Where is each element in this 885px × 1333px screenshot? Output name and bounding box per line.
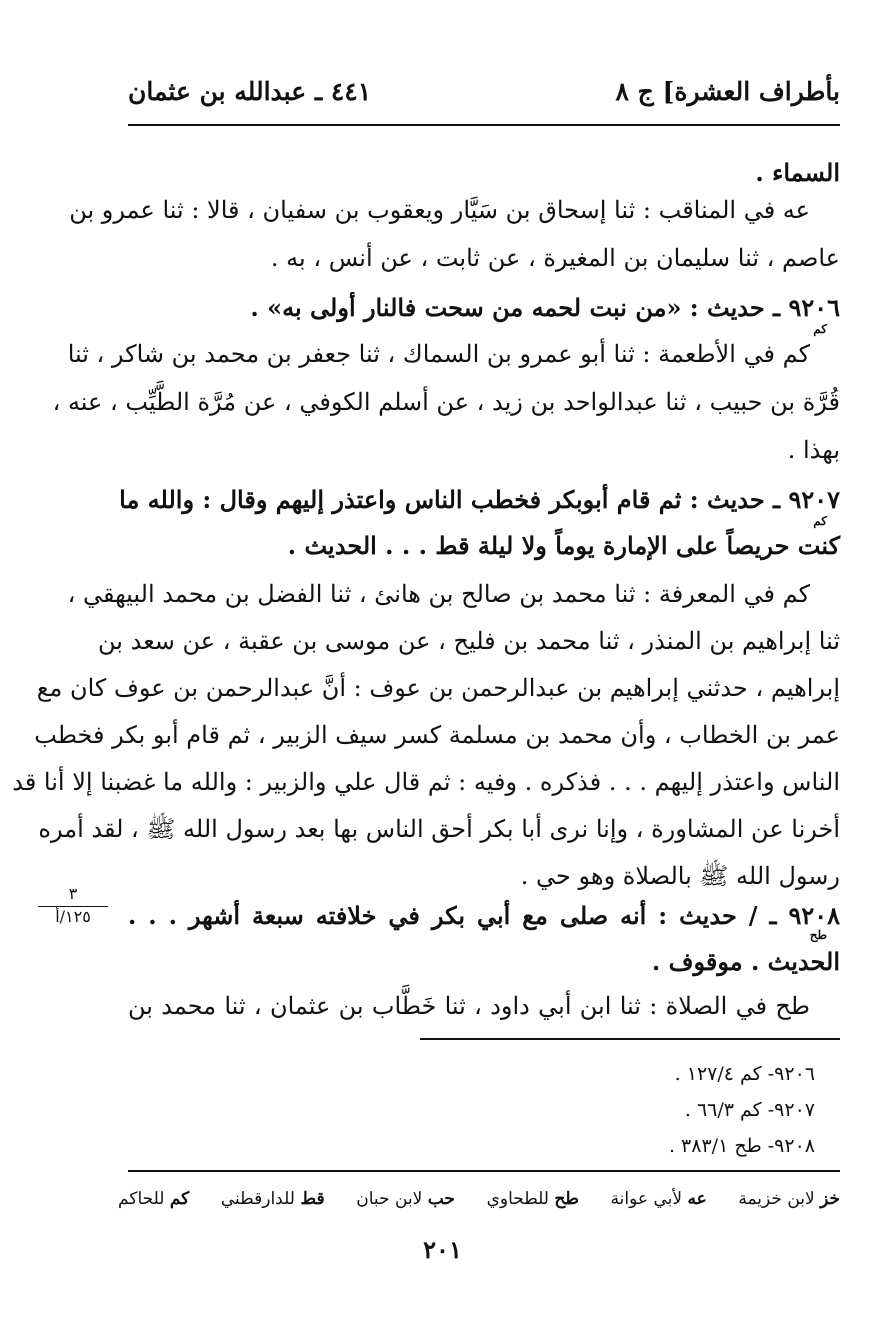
siglum-label: كم [813,322,827,336]
footnote: ٩٢٠٨- طح ٣٨٣/١ . [668,1135,815,1157]
hadith-9206-heading: ٩٢٠٦ ـ حديث : «من نبت لحمه من سحت فالنار أولى به» . [250,293,840,322]
text-line-1: السماء . [755,158,840,187]
siglum-label: كم [813,514,827,528]
text-line-2: عه في المناقب : ثنا إسحاق بن سَيَّار ويعقوب بن سفيان ، قالا : ثنا عمرو بن [69,196,810,224]
abbreviation-item: عه لأبي عوانة [610,1189,707,1209]
footnote: ٩٢٠٧- كم ٦٦/٣ . [684,1099,815,1121]
text-line-18: الحديث . موقوف . [651,947,840,976]
abbreviation-item: قط للدارقطني [220,1189,325,1209]
abbreviations-key [118,1182,840,1216]
header-rule [128,124,840,126]
text-line-12: إبراهيم ، حدثني إبراهيم بن عبدالرحمن بن عوف : أنَّ عبدالرحمن بن عوف كان مع [36,674,840,702]
text-line-10: كم في المعرفة : ثنا محمد بن صالح بن هانئ ، ثنا الفضل بن محمد البيهقي ، [67,580,810,608]
abbreviation-item: حب لابن حبان [356,1189,455,1209]
text-line-14: الناس واعتذر إليهم . . . فذكره . وفيه : ثم قال علي والزبير : والله ما غضبنا إلا أنا قد [12,768,840,796]
footnote: ٩٢٠٦- كم ١٢٧/٤ . [674,1063,815,1085]
margin-note-folio: ١٢٥/أ [55,907,91,926]
text-line-7: بهذا . [787,436,840,464]
margin-folio-note [38,884,108,927]
hadith-9208-heading: ٩٢٠٨ ـ / حديث : أنه صلى مع أبي بكر في خلافته سبعة أشهر . . . [128,901,840,930]
text-line-16: رسول الله ﷺ بالصلاة وهو حي . [520,862,840,890]
abbreviation-item: طح للطحاوي [486,1189,579,1209]
running-head-book: بأطراف العشرة] ج ٨ [615,77,840,106]
siglum-label: طح [809,928,827,942]
margin-note-number: ٣ [38,884,108,907]
abbreviations-rule [128,1170,840,1172]
page-number: ٢٠١ [423,1235,462,1264]
text-line-11: ثنا إبراهيم بن المنذر ، ثنا محمد بن فليح ، عن موسى بن عقبة ، عن سعد بن [98,627,840,655]
hadith-9207-heading: ٩٢٠٧ ـ حديث : ثم قام أبوبكر فخطب الناس واعتذر إليهم وقال : والله ما [119,485,840,514]
text-line-15: أخرنا عن المشاورة ، وإنا نرى أبا بكر أحق الناس بها بعد رسول الله ﷺ ، لقد أمره [38,815,840,843]
abbreviation-item: خز لابن خزيمة [738,1189,840,1209]
text-line-3: عاصم ، ثنا سليمان بن المغيرة ، عن ثابت ، عن أنس ، به . [270,244,840,272]
text-line-19: طح في الصلاة : ثنا ابن أبي داود ، ثنا خَطَّاب بن عثمان ، ثنا محمد بن [128,992,810,1020]
running-head-chapter: ٤٤١ ـ عبدالله بن عثمان [128,77,372,106]
footnote-rule [420,1038,840,1040]
abbreviation-item: كم للحاكم [118,1189,190,1209]
text-line-6: قُرَّة بن حبيب ، ثنا عبدالواحد بن زيد ، عن أسلم الكوفي ، عن مُرَّة الطَّيِّب ، عنه ، [52,388,840,416]
text-line-9: كنت حريصاً على الإمارة يوماً ولا ليلة قط . . . الحديث . [287,531,840,560]
text-line-13: عمر بن الخطاب ، وأن محمد بن مسلمة كسر سيف الزبير ، ثم قام أبو بكر فخطب [34,721,840,749]
text-line-5: كم في الأطعمة : ثنا أبو عمرو بن السماك ، ثنا جعفر بن محمد بن شاكر ، ثنا [67,340,810,368]
